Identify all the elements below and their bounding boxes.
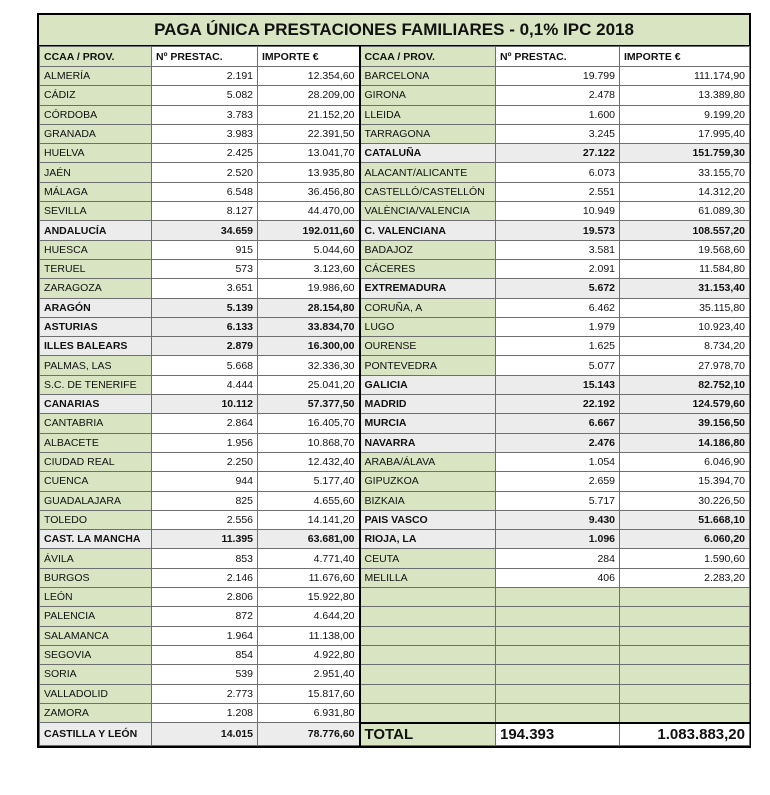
table-row: [40, 549, 750, 568]
left-prestac-cell: 5.139: [152, 298, 258, 317]
right-prestac-cell: 10.949: [496, 202, 620, 221]
table-row: [40, 723, 750, 746]
left-importe-cell: 78.776,60: [258, 723, 360, 746]
left-importe-cell: 16.300,00: [258, 337, 360, 356]
right-prestac-cell: 2.659: [496, 472, 620, 491]
empty-cell: [496, 665, 620, 684]
header-importe-left: IMPORTE €: [258, 47, 360, 67]
right-importe-cell: 111.174,90: [620, 67, 750, 86]
right-importe-cell: 31.153,40: [620, 279, 750, 298]
right-prestac-cell: 2.551: [496, 182, 620, 201]
right-prestac-cell: 1.600: [496, 105, 620, 124]
right-prestac-cell: 1.054: [496, 452, 620, 471]
right-ccaa-cell: ARABA/ÁLAVA: [360, 452, 496, 471]
left-ccaa-cell: PALMAS, LAS: [40, 356, 152, 375]
right-prestac-cell: 5.672: [496, 279, 620, 298]
left-importe-cell: 33.834,70: [258, 317, 360, 336]
right-prestac-cell: 6.667: [496, 414, 620, 433]
left-prestac-cell: 2.520: [152, 163, 258, 182]
total-label: TOTAL: [360, 723, 496, 746]
left-ccaa-cell: TERUEL: [40, 259, 152, 278]
left-importe-cell: 4.771,40: [258, 549, 360, 568]
left-importe-cell: 12.432,40: [258, 452, 360, 471]
right-importe-cell: 108.557,20: [620, 221, 750, 240]
right-prestac-cell: 1.096: [496, 530, 620, 549]
table-row: [40, 703, 750, 722]
left-prestac-cell: 2.425: [152, 144, 258, 163]
table-row: [40, 452, 750, 471]
right-ccaa-cell: PONTEVEDRA: [360, 356, 496, 375]
left-ccaa-cell: S.C. DE TENERIFE: [40, 375, 152, 394]
right-ccaa-cell: CORUÑA, A: [360, 298, 496, 317]
left-prestac-cell: 1.964: [152, 626, 258, 645]
left-ccaa-cell: PALENCIA: [40, 607, 152, 626]
right-prestac-cell: 3.245: [496, 124, 620, 143]
left-ccaa-cell: CÁDIZ: [40, 86, 152, 105]
table-row: [40, 626, 750, 645]
left-ccaa-cell: ALMERÍA: [40, 67, 152, 86]
left-prestac-cell: 5.082: [152, 86, 258, 105]
left-ccaa-cell: ASTURIAS: [40, 317, 152, 336]
left-prestac-cell: 3.651: [152, 279, 258, 298]
left-importe-cell: 36.456,80: [258, 182, 360, 201]
left-ccaa-cell: JAÉN: [40, 163, 152, 182]
left-prestac-cell: 825: [152, 491, 258, 510]
empty-cell: [360, 665, 496, 684]
right-ccaa-cell: CÁCERES: [360, 259, 496, 278]
left-importe-cell: 13.041,70: [258, 144, 360, 163]
left-ccaa-cell: TOLEDO: [40, 510, 152, 529]
right-importe-cell: 11.584,80: [620, 259, 750, 278]
left-prestac-cell: 6.133: [152, 317, 258, 336]
left-ccaa-cell: ARAGÓN: [40, 298, 152, 317]
left-importe-cell: 63.681,00: [258, 530, 360, 549]
left-importe-cell: 12.354,60: [258, 67, 360, 86]
right-ccaa-cell: GIRONA: [360, 86, 496, 105]
table-row: [40, 645, 750, 664]
left-ccaa-cell: CIUDAD REAL: [40, 452, 152, 471]
right-ccaa-cell: GALICIA: [360, 375, 496, 394]
left-prestac-cell: 6.548: [152, 182, 258, 201]
left-prestac-cell: 2.146: [152, 568, 258, 587]
right-ccaa-cell: VALÈNCIA/VALENCIA: [360, 202, 496, 221]
table-row: [40, 240, 750, 259]
left-importe-cell: 16.405,70: [258, 414, 360, 433]
right-ccaa-cell: CEUTA: [360, 549, 496, 568]
left-prestac-cell: 5.668: [152, 356, 258, 375]
left-importe-cell: 25.041,20: [258, 375, 360, 394]
left-prestac-cell: 10.112: [152, 395, 258, 414]
right-prestac-cell: 15.143: [496, 375, 620, 394]
table-row: [40, 607, 750, 626]
left-importe-cell: 5.044,60: [258, 240, 360, 259]
right-prestac-cell: 19.573: [496, 221, 620, 240]
empty-cell: [620, 588, 750, 607]
right-importe-cell: 8.734,20: [620, 337, 750, 356]
right-ccaa-cell: ALACANT/ALICANTE: [360, 163, 496, 182]
empty-cell: [360, 626, 496, 645]
left-prestac-cell: 853: [152, 549, 258, 568]
left-importe-cell: 11.676,60: [258, 568, 360, 587]
left-importe-cell: 5.177,40: [258, 472, 360, 491]
left-ccaa-cell: CANARIAS: [40, 395, 152, 414]
right-importe-cell: 14.312,20: [620, 182, 750, 201]
table-row: [40, 182, 750, 201]
table-row: [40, 491, 750, 510]
right-ccaa-cell: MADRID: [360, 395, 496, 414]
table-row: [40, 124, 750, 143]
empty-cell: [360, 684, 496, 703]
left-prestac-cell: 2.864: [152, 414, 258, 433]
left-ccaa-cell: ILLES BALEARS: [40, 337, 152, 356]
right-importe-cell: 17.995,40: [620, 124, 750, 143]
left-ccaa-cell: VALLADOLID: [40, 684, 152, 703]
right-ccaa-cell: MURCIA: [360, 414, 496, 433]
right-prestac-cell: 284: [496, 549, 620, 568]
left-importe-cell: 2.951,40: [258, 665, 360, 684]
empty-cell: [620, 645, 750, 664]
left-prestac-cell: 3.783: [152, 105, 258, 124]
empty-cell: [620, 665, 750, 684]
empty-cell: [620, 626, 750, 645]
left-ccaa-cell: CUENCA: [40, 472, 152, 491]
table-row: [40, 202, 750, 221]
table-row: [40, 588, 750, 607]
right-importe-cell: 82.752,10: [620, 375, 750, 394]
empty-cell: [496, 645, 620, 664]
table-row: [40, 375, 750, 394]
right-importe-cell: 30.226,50: [620, 491, 750, 510]
left-ccaa-cell: CANTABRIA: [40, 414, 152, 433]
left-ccaa-cell: SEVILLA: [40, 202, 152, 221]
empty-cell: [360, 588, 496, 607]
right-prestac-cell: 27.122: [496, 144, 620, 163]
table-row: [40, 163, 750, 182]
table-row: [40, 530, 750, 549]
empty-cell: [620, 684, 750, 703]
right-ccaa-cell: BIZKAIA: [360, 491, 496, 510]
left-ccaa-cell: HUELVA: [40, 144, 152, 163]
table-row: [40, 279, 750, 298]
left-importe-cell: 4.655,60: [258, 491, 360, 510]
right-ccaa-cell: OURENSE: [360, 337, 496, 356]
empty-cell: [496, 703, 620, 722]
left-importe-cell: 4.922,80: [258, 645, 360, 664]
left-prestac-cell: 2.806: [152, 588, 258, 607]
right-ccaa-cell: CASTELLÓ/CASTELLÓN: [360, 182, 496, 201]
right-importe-cell: 151.759,30: [620, 144, 750, 163]
left-prestac-cell: 8.127: [152, 202, 258, 221]
left-prestac-cell: 34.659: [152, 221, 258, 240]
left-ccaa-cell: ZAMORA: [40, 703, 152, 722]
sheet-title: PAGA ÚNICA PRESTACIONES FAMILIARES - 0,1% IPC 2018: [39, 15, 749, 46]
right-prestac-cell: 406: [496, 568, 620, 587]
left-importe-cell: 15.922,80: [258, 588, 360, 607]
left-prestac-cell: 2.250: [152, 452, 258, 471]
left-importe-cell: 32.336,30: [258, 356, 360, 375]
right-importe-cell: 33.155,70: [620, 163, 750, 182]
right-prestac-cell: 6.073: [496, 163, 620, 182]
table-row: [40, 144, 750, 163]
right-prestac-cell: 1.625: [496, 337, 620, 356]
right-prestac-cell: 2.091: [496, 259, 620, 278]
left-ccaa-cell: LEÓN: [40, 588, 152, 607]
right-ccaa-cell: C. VALENCIANA: [360, 221, 496, 240]
left-ccaa-cell: CASTILLA Y LEÓN: [40, 723, 152, 746]
left-ccaa-cell: MÁLAGA: [40, 182, 152, 201]
right-ccaa-cell: PAIS VASCO: [360, 510, 496, 529]
left-ccaa-cell: CAST. LA MANCHA: [40, 530, 152, 549]
table-row: [40, 259, 750, 278]
left-importe-cell: 19.986,60: [258, 279, 360, 298]
table-row: [40, 317, 750, 336]
table-row: [40, 472, 750, 491]
left-ccaa-cell: ALBACETE: [40, 433, 152, 452]
right-importe-cell: 19.568,60: [620, 240, 750, 259]
left-ccaa-cell: SORIA: [40, 665, 152, 684]
right-prestac-cell: 5.717: [496, 491, 620, 510]
right-ccaa-cell: NAVARRA: [360, 433, 496, 452]
left-importe-cell: 21.152,20: [258, 105, 360, 124]
left-prestac-cell: 4.444: [152, 375, 258, 394]
right-importe-cell: 51.668,10: [620, 510, 750, 529]
header-importe-right: IMPORTE €: [620, 47, 750, 67]
left-importe-cell: 3.123,60: [258, 259, 360, 278]
left-importe-cell: 4.644,20: [258, 607, 360, 626]
total-prestac: 194.393: [496, 723, 620, 746]
empty-cell: [360, 645, 496, 664]
header-prestac-left: Nº PRESTAC.: [152, 47, 258, 67]
right-importe-cell: 15.394,70: [620, 472, 750, 491]
right-importe-cell: 6.060,20: [620, 530, 750, 549]
left-prestac-cell: 2.773: [152, 684, 258, 703]
right-prestac-cell: 2.476: [496, 433, 620, 452]
total-importe: 1.083.883,20: [620, 723, 750, 746]
left-ccaa-cell: ZARAGOZA: [40, 279, 152, 298]
right-importe-cell: 2.283,20: [620, 568, 750, 587]
right-prestac-cell: 2.478: [496, 86, 620, 105]
right-importe-cell: 35.115,80: [620, 298, 750, 317]
table-row: [40, 414, 750, 433]
right-importe-cell: 10.923,40: [620, 317, 750, 336]
left-prestac-cell: 915: [152, 240, 258, 259]
right-prestac-cell: 19.799: [496, 67, 620, 86]
empty-cell: [360, 703, 496, 722]
left-ccaa-cell: GUADALAJARA: [40, 491, 152, 510]
left-prestac-cell: 14.015: [152, 723, 258, 746]
left-prestac-cell: 573: [152, 259, 258, 278]
spreadsheet: [37, 13, 751, 748]
right-ccaa-cell: GIPUZKOA: [360, 472, 496, 491]
left-prestac-cell: 944: [152, 472, 258, 491]
table-row: [40, 510, 750, 529]
empty-cell: [360, 607, 496, 626]
right-prestac-cell: 3.581: [496, 240, 620, 259]
table-row: [40, 105, 750, 124]
left-prestac-cell: 2.879: [152, 337, 258, 356]
right-prestac-cell: 9.430: [496, 510, 620, 529]
left-ccaa-cell: SALAMANCA: [40, 626, 152, 645]
empty-cell: [620, 703, 750, 722]
table-row: [40, 665, 750, 684]
right-importe-cell: 1.590,60: [620, 549, 750, 568]
left-prestac-cell: 2.191: [152, 67, 258, 86]
right-importe-cell: 13.389,80: [620, 86, 750, 105]
left-ccaa-cell: HUESCA: [40, 240, 152, 259]
table-row: [40, 356, 750, 375]
empty-cell: [620, 607, 750, 626]
left-prestac-cell: 2.556: [152, 510, 258, 529]
table-row: [40, 86, 750, 105]
left-importe-cell: 44.470,00: [258, 202, 360, 221]
table-row: [40, 433, 750, 452]
empty-cell: [496, 607, 620, 626]
right-prestac-cell: 22.192: [496, 395, 620, 414]
table-row: [40, 221, 750, 240]
right-ccaa-cell: LUGO: [360, 317, 496, 336]
right-ccaa-cell: MELILLA: [360, 568, 496, 587]
left-prestac-cell: 854: [152, 645, 258, 664]
right-ccaa-cell: BARCELONA: [360, 67, 496, 86]
right-prestac-cell: 5.077: [496, 356, 620, 375]
right-ccaa-cell: TARRAGONA: [360, 124, 496, 143]
left-importe-cell: 10.868,70: [258, 433, 360, 452]
left-importe-cell: 28.154,80: [258, 298, 360, 317]
right-ccaa-cell: RIOJA, LA: [360, 530, 496, 549]
right-importe-cell: 61.089,30: [620, 202, 750, 221]
left-importe-cell: 14.141,20: [258, 510, 360, 529]
left-prestac-cell: 872: [152, 607, 258, 626]
table-body: [40, 47, 750, 746]
left-ccaa-cell: GRANADA: [40, 124, 152, 143]
table-row: [40, 67, 750, 86]
left-ccaa-cell: ÁVILA: [40, 549, 152, 568]
right-ccaa-cell: BADAJOZ: [360, 240, 496, 259]
header-prestac-right: Nº PRESTAC.: [496, 47, 620, 67]
left-importe-cell: 192.011,60: [258, 221, 360, 240]
right-prestac-cell: 1.979: [496, 317, 620, 336]
right-importe-cell: 27.978,70: [620, 356, 750, 375]
left-importe-cell: 28.209,00: [258, 86, 360, 105]
left-ccaa-cell: BURGOS: [40, 568, 152, 587]
left-ccaa-cell: ANDALUCÍA: [40, 221, 152, 240]
left-prestac-cell: 1.956: [152, 433, 258, 452]
right-prestac-cell: 6.462: [496, 298, 620, 317]
right-ccaa-cell: EXTREMADURA: [360, 279, 496, 298]
empty-cell: [496, 684, 620, 703]
left-prestac-cell: 11.395: [152, 530, 258, 549]
right-ccaa-cell: LLEIDA: [360, 105, 496, 124]
header-ccaa-right: CCAA / PROV.: [360, 47, 496, 67]
left-importe-cell: 6.931,80: [258, 703, 360, 722]
left-ccaa-cell: CÓRDOBA: [40, 105, 152, 124]
left-ccaa-cell: SEGOVIA: [40, 645, 152, 664]
right-importe-cell: 6.046,90: [620, 452, 750, 471]
right-importe-cell: 124.579,60: [620, 395, 750, 414]
left-importe-cell: 11.138,00: [258, 626, 360, 645]
left-importe-cell: 22.391,50: [258, 124, 360, 143]
table-row: [40, 395, 750, 414]
right-importe-cell: 9.199,20: [620, 105, 750, 124]
left-importe-cell: 13.935,80: [258, 163, 360, 182]
right-importe-cell: 39.156,50: [620, 414, 750, 433]
left-importe-cell: 57.377,50: [258, 395, 360, 414]
table-row: [40, 568, 750, 587]
table-row: [40, 337, 750, 356]
prestaciones-table: [39, 46, 750, 746]
header-ccaa-left: CCAA / PROV.: [40, 47, 152, 67]
left-prestac-cell: 539: [152, 665, 258, 684]
left-importe-cell: 15.817,60: [258, 684, 360, 703]
empty-cell: [496, 588, 620, 607]
left-prestac-cell: 3.983: [152, 124, 258, 143]
left-prestac-cell: 1.208: [152, 703, 258, 722]
header-row: [40, 47, 750, 67]
empty-cell: [496, 626, 620, 645]
table-row: [40, 684, 750, 703]
table-row: [40, 298, 750, 317]
right-ccaa-cell: CATALUÑA: [360, 144, 496, 163]
right-importe-cell: 14.186,80: [620, 433, 750, 452]
